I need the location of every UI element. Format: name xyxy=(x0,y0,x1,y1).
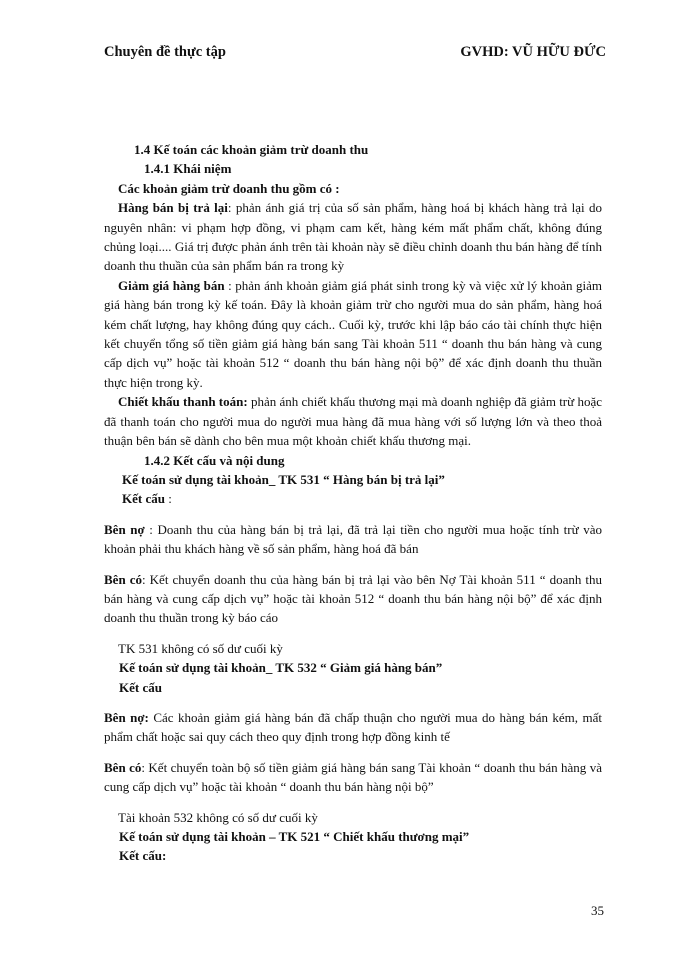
header-right: GVHD: VŨ HỮU ĐỨC xyxy=(460,44,606,60)
term: Bên có xyxy=(104,571,142,587)
term: Chiết khấu thanh toán: xyxy=(118,394,248,410)
term: Giảm giá hàng bán xyxy=(118,277,225,293)
definition: : Kết chuyển doanh thu của hàng bán bị trả lại vào bên Nợ Tài khoản 511 “ doanh thu bán hàng và cung cấp dịch vụ” hoặc tài khoản 512 “ doanh thu bán hàng nội bộ” để xác định doanh thu thuần trong kỳ báo cáo xyxy=(104,571,602,626)
paragraph-chiet-khau xyxy=(104,392,602,450)
term: Bên có xyxy=(104,759,142,775)
intro-line: Các khoản giảm trừ doanh thu gồm có : xyxy=(118,180,340,196)
tk532-note: Tài khoản 532 không có số dư cuối kỳ xyxy=(118,809,318,825)
definition: Các khoản giảm giá hàng bán đã chấp thuận cho người mua do hàng bán kém, mất phẩm chất hoặc sai quy cách theo quy định trong hợp đồng kinh tế xyxy=(104,709,602,745)
ben-no-532 xyxy=(104,708,602,747)
term: Bên nợ: xyxy=(104,709,149,725)
ketcau-label-3: Kết cấu: xyxy=(119,848,167,864)
tk521-heading: Kế toán sử dụng tài khoản – TK 521 “ Chiết khấu thương mại” xyxy=(119,829,470,844)
page-number: 35 xyxy=(591,903,604,918)
tk531-note: TK 531 không có số dư cuối kỳ xyxy=(118,640,283,656)
ketcau-label-2: Kết cấu xyxy=(119,679,162,695)
page-body xyxy=(104,140,602,866)
paragraph-hang-ban-tra-lai xyxy=(104,198,602,276)
ben-co-531 xyxy=(104,570,602,628)
definition: : Kết chuyển toàn bộ số tiền giảm giá hàng bán sang Tài khoản “ doanh thu bán hàng và cung cấp dịch vụ” hoặc tài khoản “ doanh thu bán hàng nội bộ” xyxy=(104,759,602,795)
term: Hàng bán bị trả lại xyxy=(118,200,228,216)
header-left: Chuyên đề thực tập xyxy=(104,44,226,60)
tk532-heading: Kế toán sử dụng tài khoản_ TK 532 “ Giảm giá hàng bán” xyxy=(119,660,443,676)
section-title: 1.4 Kế toán các khoản giảm trừ doanh thu xyxy=(134,142,369,157)
subsection-1-4-2: 1.4.2 Kết cấu và nội dung xyxy=(144,452,285,468)
ben-no-531 xyxy=(104,520,602,559)
ben-co-532 xyxy=(104,758,602,797)
definition: : Doanh thu của hàng bán bị trả lại, đã trả lại tiền cho người mua hoặc tính trừ vào khoản phải thu khách hàng về số sản phẩm, hàng hoá đã bán xyxy=(104,521,602,557)
definition: : phản ánh khoản giảm giá phát sinh trong kỳ và việc xử lý khoản giảm giá hàng bán trong kỳ kế toán. Đây là khoản giảm trừ cho người mua do sản phẩm, hàng hoá kém chất lượng, hay không đúng quy cách.. Cuối kỳ, trước khi lập báo cáo tài chính thực hiện kết chuyển tổng số tiền giảm giá hàng bán sang Tài khoản 511 “ doanh thu bán hàng và cung cấp dịch vụ” hoặc tài khoản 512 “ doanh thu bán hàng nội bộ” để xác định doanh thu thuần thực hiện trong kỳ. xyxy=(104,277,602,390)
paragraph-giam-gia xyxy=(104,276,602,392)
ketcau-colon: : xyxy=(164,491,172,507)
ketcau-text: Kết cấu xyxy=(122,491,165,507)
ketcau-label-1 xyxy=(104,489,602,508)
subsection-1-4-1: 1.4.1 Khái niệm xyxy=(144,161,232,177)
definition: phản ánh chiết khấu thương mại mà doanh nghiệp đã giảm trừ hoặc đã thanh toán cho người mua do người mua hàng đã mua hàng với số lượng lớn và theo thoả thuận bên bán sẽ dành cho bên mua một khoản chiết khấu thương mại. xyxy=(104,394,602,449)
definition: : phản ánh giá trị của số sản phẩm, hàng hoá bị khách hàng trả lại do nguyên nhân: vi phạm hợp đồng, vi phạm cam kết, hàng kém mất phẩm chất, không đúng chủng loại.... Giá trị được phản ánh trên tài khoản này sẽ điều chỉnh doanh thu bán hàng để tính doanh thu thuần của sản phẩm bán ra trong kỳ xyxy=(104,200,602,274)
term: Bên nợ xyxy=(104,521,145,537)
tk531-heading: Kế toán sử dụng tài khoản_ TK 531 “ Hàng bán bị trả lại” xyxy=(122,471,445,487)
